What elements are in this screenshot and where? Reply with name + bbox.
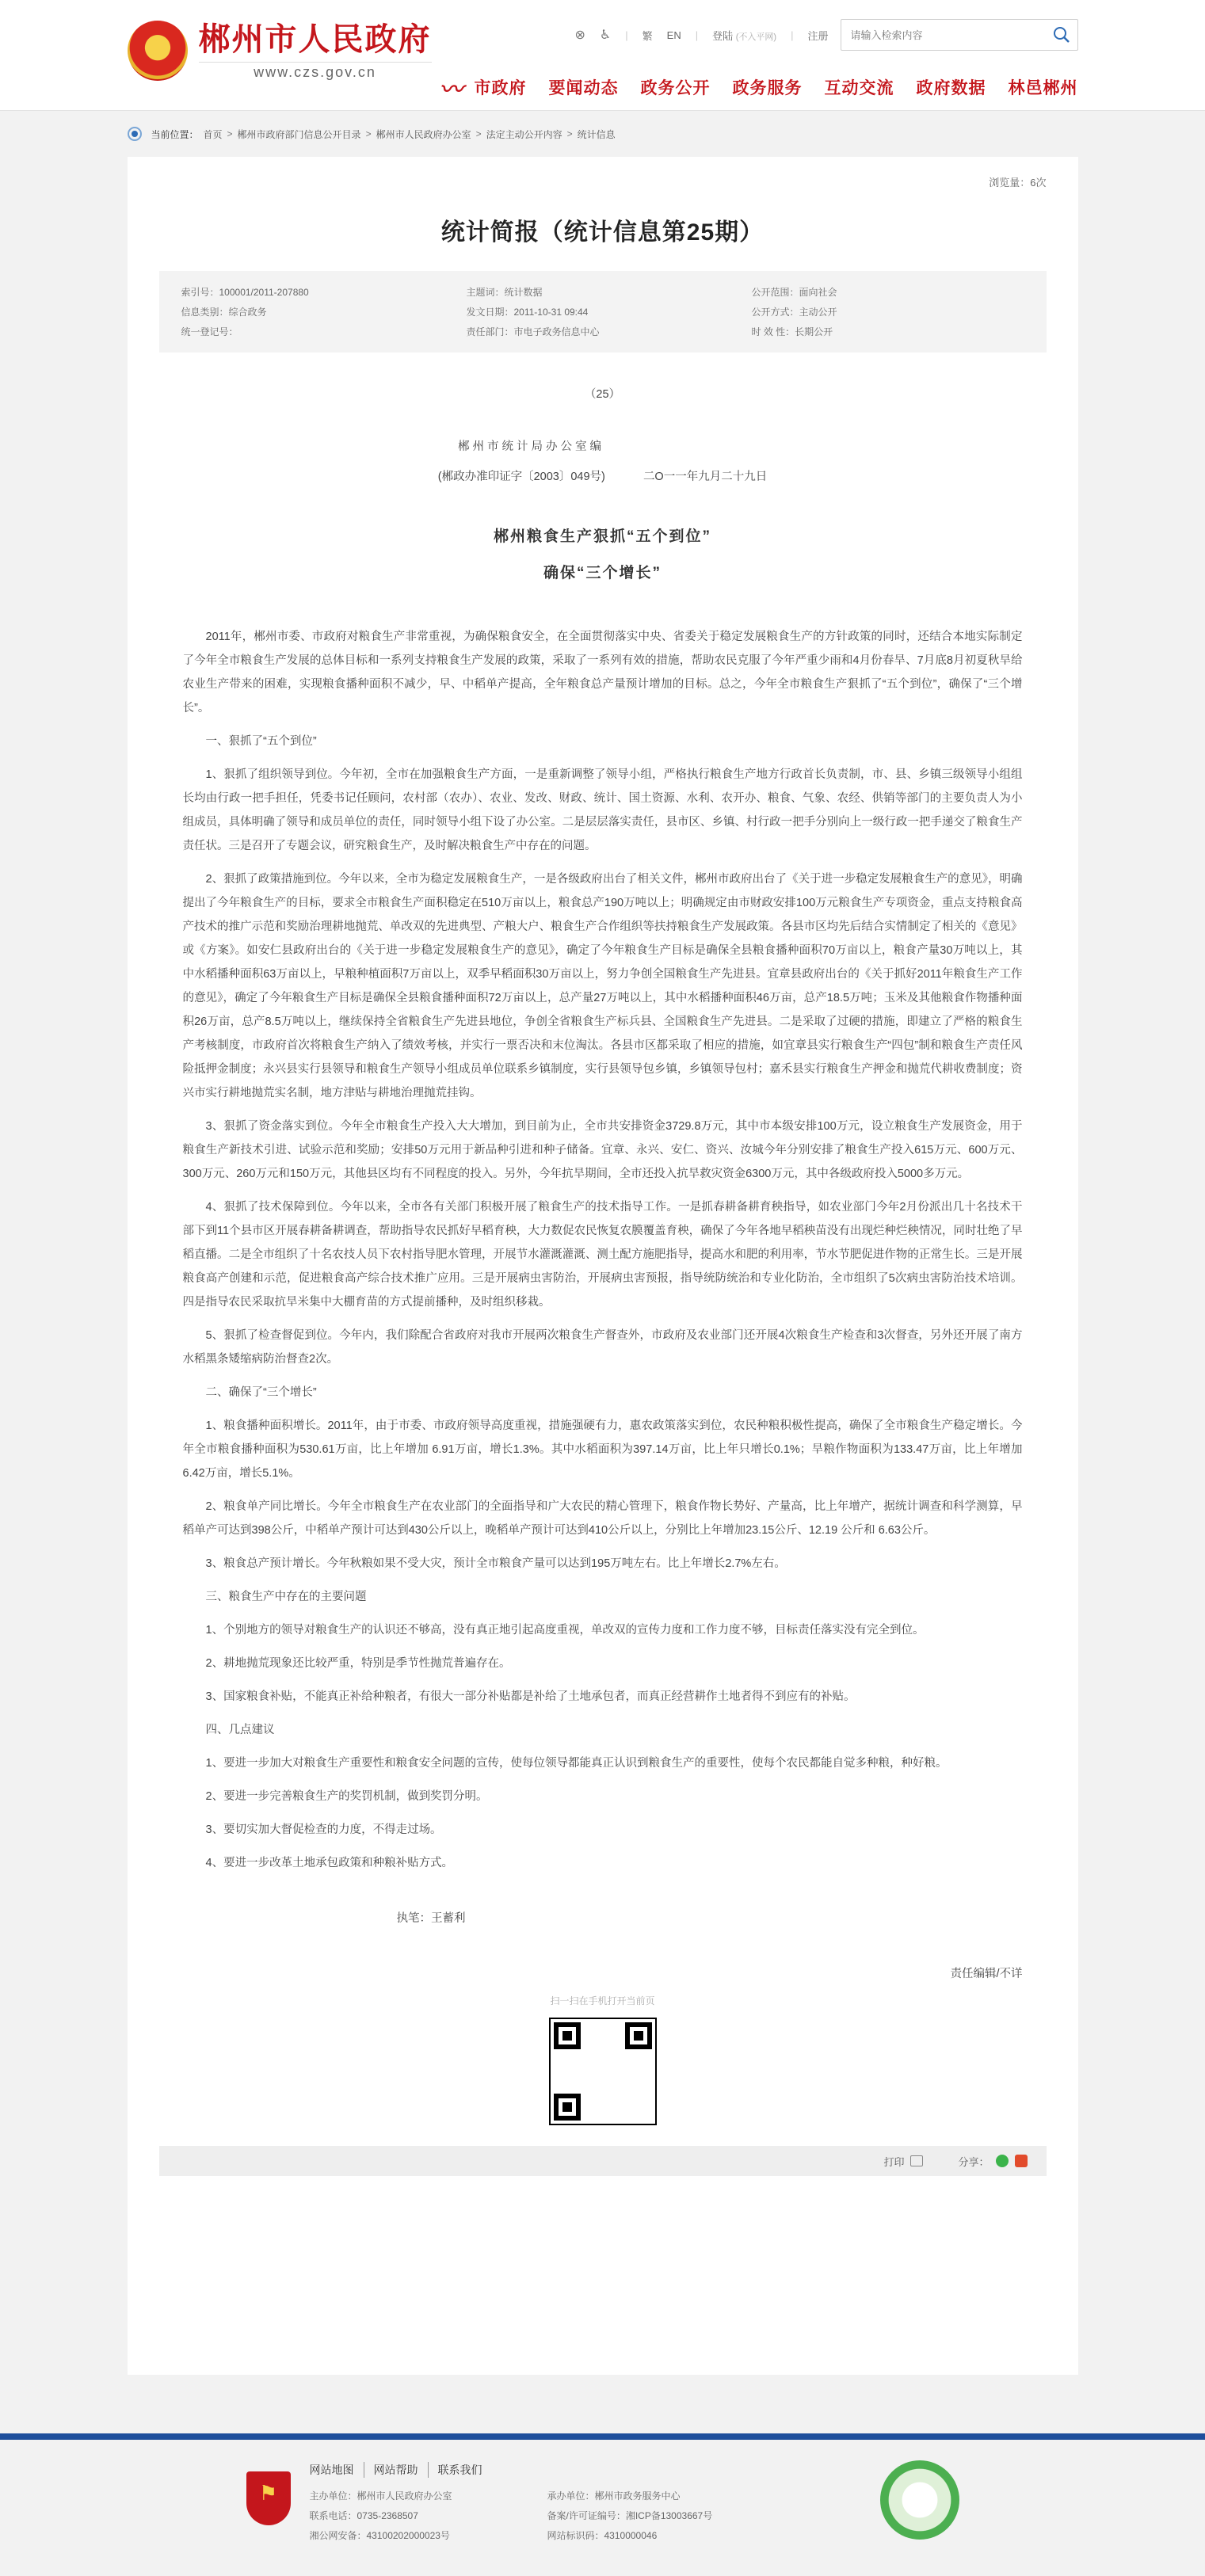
share-label: 分享：: [958, 2155, 990, 2168]
paragraph: 3、狠抓了资金落实到位。今年全市粮食生产投入大大增加，到目前为止，全市共安排资金3729.8万元，其中市本级安排100万元，设立粮食生产发展资金，用于粮食生产新技术引进、试验示范和奖励；安排50万元用于新品种引进和种子储备。宜章、永兴、安仁、资兴、汝城今年分别安排了粮食生产投入615万元、600万元、300万元、260万元和150万元，其他县区均有不同程度的投入。另外，今年抗旱期间，全市还投入抗旱救灾资金6300万元，其中各级政府投入5000多万元。: [182, 1120, 1023, 1180]
register-link[interactable]: 注册: [807, 29, 829, 42]
paragraph: 2、粮食单产同比增长。今年全市粮食生产在农业部门的全面指导和广大农民的精心管理下，粮食作物长势好、产量高，比上年增产，据统计调查和科学测算，早稻单产可达到398公斤，中稻单产预计可达到430公斤以上，晚稻单产预计可达到410公斤以上，分别比上年增加23.15公斤、12.19 公斤和 6.63公斤。: [182, 1500, 1023, 1537]
editor-line: 责任编辑/不详: [950, 1968, 1023, 1980]
breadcrumb-item[interactable]: 郴州市政府部门信息公开目录: [237, 128, 361, 140]
meta-scope: 公开范围：面向社会: [751, 287, 837, 298]
section-heading: 二、确保了“三个增长”: [205, 1386, 317, 1399]
location-icon: [128, 127, 142, 141]
accessibility-icon[interactable]: ⊗: [574, 29, 585, 42]
weibo-share-icon[interactable]: [1015, 2155, 1028, 2167]
article-container: [128, 157, 1078, 2375]
permit-line: [183, 465, 1023, 489]
wechat-share-icon[interactable]: [996, 2155, 1009, 2167]
footer-phone: 联系电话：0735-2368507: [309, 2510, 418, 2521]
nav-item-disclosure[interactable]: 政务公开: [640, 79, 711, 97]
footer-link-help[interactable]: 网站帮助: [364, 2462, 428, 2478]
meta-date: 发文日期：2011-10-31 09:44: [466, 307, 589, 318]
meta-reg-no: 统一登记号：: [181, 326, 238, 337]
qr-code-icon: [549, 2018, 657, 2125]
search-box: [841, 19, 1078, 51]
meta-department: 责任部门：市电子政务信息中心: [466, 326, 600, 337]
site-url: www.czs.gov.cn: [199, 62, 432, 81]
nav-item-government[interactable]: 市政府: [474, 79, 527, 97]
paragraph: 3、要切实加大督促检查的力度，不得走过场。: [205, 1823, 442, 1836]
civilized-site-badge-icon[interactable]: [880, 2460, 959, 2540]
article-body: [159, 383, 1047, 2125]
article-meta-table: [159, 271, 1047, 352]
search-input[interactable]: [841, 20, 1046, 50]
paragraph: 5、狠抓了检查督促到位。今年内，我们除配合省政府对我市开展两次粮食生产督查外，市政府及农业部门还开展4次粮食生产检查和3次督查，另外还开展了南方水稻黑条矮缩病防治督查2次。: [182, 1329, 1023, 1366]
nav-item-news[interactable]: 要闻动态: [548, 79, 619, 97]
footer-operator: 承办单位：郴州市政务服务中心: [547, 2490, 681, 2502]
paragraph: 1、粮食播种面积增长。2011年，由于市委、市政府领导高度重视，措施强硬有力，惠农政策落实到位，农民种粮积极性提高，确保了全市粮食生产稳定增长。今年全市粮食播种面积为530.61万亩，比上年增加 6.91万亩，增长1.3%。其中水稻面积为397.14万亩，比上年只增长0.1%；旱粮作物面积为133.47万亩，比上年增加6.42万亩，增长5.1%。: [182, 1419, 1023, 1480]
section-heading: 一、狠抓了“五个到位”: [205, 735, 317, 748]
section-heading: 三、粮食生产中存在的主要问题: [205, 1591, 367, 1603]
footer-icp[interactable]: 备案/许可证编号：湘ICP备13003667号: [547, 2510, 713, 2521]
breadcrumb: 当前位置： 首页 > 郴州市政府部门信息公开目录 > 郴州市人民政府办公室 > 法定主动公开内容 > 统计信息: [128, 122, 1078, 146]
headline-2: 确保“三个增长”: [543, 565, 662, 581]
party-gov-badge-icon[interactable]: ⚑: [246, 2471, 291, 2525]
divider: |: [695, 29, 699, 41]
meta-category: 信息类别：综合政务: [181, 307, 267, 318]
paragraph: 3、粮食总产预计增长。今年秋粮如果不受大灾，预计全市粮食产量可以达到195万吨左右。比上年增长2.7%左右。: [205, 1557, 786, 1570]
login-link[interactable]: [712, 28, 776, 43]
login-label: 登陆: [712, 29, 734, 42]
meta-validity: 时 效 性：长期公开: [751, 326, 833, 337]
divider: |: [791, 29, 794, 41]
article-title: 统计简报（统计信息第25期）: [440, 219, 765, 246]
nav-item-services[interactable]: 政务服务: [732, 79, 803, 97]
print-icon[interactable]: [910, 2155, 923, 2166]
section-heading: 四、几点建议: [205, 1724, 275, 1736]
paragraph: 2011年，郴州市委、市政府对粮食生产非常重视，为确保粮食安全，在全面贯彻落实中央、省委关于稳定发展粮食生产的方针政策的同时，还结合本地实际制定了今年全市粮食生产发展的总体目标和一系列支持粮食生产发展的政策，采取了一系列有效的措施，帮助农民克服了今年严重少雨和4月份春旱、7月底8月初夏秋旱给农业生产带来的困难，实现粮食播种面积不减少，早、中稻单产提高，全年粮食总产量预计增加的目标。总之，今年全市粮食生产狠抓了“五个到位”，确保了“三个增长”。: [182, 631, 1023, 714]
breadcrumb-item[interactable]: 郴州市人民政府办公室: [376, 128, 471, 140]
issuer-line: 郴州市统计局办公室编: [458, 440, 604, 453]
top-links: [575, 27, 829, 43]
issue-date: 二O一一年九月二十九日: [643, 471, 768, 483]
footer-links: [310, 2462, 492, 2478]
paragraph-list: [183, 625, 1023, 1875]
nav-decoration-icon: 〰: [439, 77, 463, 103]
footer-organizer: 主办单位：郴州市人民政府办公室: [309, 2490, 452, 2502]
breadcrumb-item[interactable]: 首页: [203, 128, 223, 140]
breadcrumb-item[interactable]: 法定主动公开内容: [486, 128, 562, 140]
site-logo[interactable]: [128, 21, 432, 81]
national-emblem-icon: [128, 21, 188, 81]
footer-info: [310, 2489, 785, 2542]
paragraph: 1、个别地方的领导对粮食生产的认识还不够高，没有真正地引起高度重视，单改双的宣传力度和工作力度不够，目标责任落实没有完全到位。: [205, 1624, 925, 1637]
headline-1: 郴州粮食生产狠抓“五个到位”: [493, 528, 711, 545]
article-tools-bar: [159, 2146, 1047, 2176]
main-nav: [440, 70, 1078, 105]
breadcrumb-label: 当前位置：: [151, 128, 199, 140]
breadcrumb-item[interactable]: 统计信息: [577, 128, 616, 140]
footer-police-record[interactable]: 湘公网安备：43100202000023号: [309, 2530, 450, 2541]
footer-link-contact[interactable]: 联系我们: [428, 2462, 492, 2478]
meta-method: 公开方式：主动公开: [751, 307, 837, 318]
footer-link-sitemap[interactable]: 网站地图: [309, 2464, 354, 2476]
elder-mode-icon[interactable]: ♿: [599, 29, 612, 42]
site-name: 郴州市人民政府: [198, 22, 432, 57]
site-footer: [0, 2433, 1205, 2576]
author-line: 执笔：王蓄利: [396, 1912, 466, 1925]
search-icon: [1053, 26, 1070, 44]
login-note: (不入平网): [735, 32, 777, 42]
divider: |: [625, 29, 628, 41]
qr-section: [183, 1989, 1023, 2125]
qr-caption: 扫一扫在手机打开当前页: [550, 1995, 655, 2006]
search-button[interactable]: [1046, 20, 1077, 50]
english-link[interactable]: EN: [666, 29, 681, 41]
paragraph: 2、要进一步完善粮食生产的奖罚机制，做到奖罚分明。: [205, 1790, 488, 1803]
footer-site-id: 网站标识码：4310000046: [547, 2530, 658, 2541]
permit-number: (郴政办准印证字〔2003〕049号): [437, 471, 605, 483]
paragraph: 2、狠抓了政策措施到位。今年以来，全市为稳定发展粮食生产，一是各级政府出台了相关文件，郴州市政府出台了《关于进一步稳定发展粮食生产的意见》，明确提出了今年粮食生产的目标，要求全市粮食生产面积稳定在510万亩以上，粮食总产190万吨以上；明确规定由市财政安排100万元粮食生产专项资金，重点支持粮食高产技术的推广示范和奖励治理耕地抛荒、单改双的先进典型、产粮大户、粮食生产合作组织等扶持粮食生产发展政策。各县市区均先后结合实情制定了相关的《意见》或《方案》。如安仁县政府出台的《关于进一步稳定发展粮食生产的意见》，确定了今年粮食生产目标是确保全县粮食播种面积70万亩以上，粮食产量30万吨以上，其中水稻播种面积63万亩以上，早粮种植面积7万亩以上，双季早稻面积30万亩以上，努力争创全国粮食生产先进县。宜章县政府出台的《关于抓好2011年粮食生产工作的意见》，确定了今年粮食生产目标是确保全县粮食播种面积72万亩以上，总产量27万吨以上，其中水稻播种面积46万亩，总产18.5万吨；玉米及其他粮食作物播种面积26万亩，总产8.5万吨以上，继续保持全省粮食生产先进县地位，争创全省粮食生产标兵县、全国粮食生产先进县。二是采取了过硬的措施，即建立了严格的粮食生产考核制度，市政府首次将粮食生产纳入了绩效考核，并实行一票否决和末位淘汰。各县市区都采取了相应的措施，如宜章县实行粮食生产“四包”制和粮食生产责任风险抵押金制度；永兴县实行县领导和粮食生产领导小组成员单位联系乡镇制度，实行县领导包乡镇，乡镇领导包村；嘉禾县实行粮食生产押金和抛荒代耕收费制度；资兴市实行耕地抛荒实名制，地方津贴与耕地治理抛荒挂钩。: [182, 873, 1023, 1099]
paragraph: 4、狠抓了技术保障到位。今年以来，全市各有关部门积极开展了粮食生产的技术指导工作。一是抓春耕备耕育秧指导，如农业部门今年2月份派出几十名技术干部下到11个县市区开展春耕备耕调查，帮助指导农民抓好早稻育秧，大力数促农民恢复农膜覆盖育秧，确保了今年各地早稻秧苗没有出现烂种烂秧情况，同时壮绝了早稻直播。二是全市组织了十名农技人员下农村指导肥水管理，开展节水灌溉灌溉、测土配方施肥指导，提高水和肥的利用率，节水节肥促进作物的正常生长。三是开展粮食高产创建和示范，促进粮食高产综合技术推广应用。三是开展病虫害防治，开展病虫害预报，指导统防统治和专业化防治，全市组织了5次病虫害防治技术培训。四是指导农民采取抗旱米集中大棚育苗的方式提前播种，及时组织移栽。: [182, 1201, 1023, 1309]
site-header: [0, 0, 1205, 111]
print-link[interactable]: 打印: [883, 2155, 905, 2168]
paragraph: 2、耕地抛荒现象还比较严重，特别是季节性抛荒普遍存在。: [205, 1657, 511, 1670]
paragraph: 1、要进一步加大对粮食生产重要性和粮食安全问题的宣传，使每位领导都能真正认识到粮食生产的重要性，使每个农民都能自觉多种粮，种好粮。: [205, 1757, 948, 1770]
nav-item-data[interactable]: 政府数据: [916, 79, 986, 97]
view-count: 浏览量：6次: [989, 177, 1047, 189]
nav-item-linyi-chenzhou[interactable]: 林邑郴州: [1008, 79, 1078, 97]
paragraph: 1、狠抓了组织领导到位。今年初，全市在加强粮食生产方面，一是重新调整了领导小组，严格执行粮食生产地方行政首长负责制，市、县、乡镇三级领导小组组长均由行政一把手担任，凭委书记任顾问，农村部（农办）、农业、发改、财政、统计、国土资源、水利、农开办、粮食、气象、农经、供销等部门的主要负责人为小组成员，具体明确了领导和成员单位的责任，同时领导小组下设了办公室。二是层层落实责任，县市区、乡镇、村行政一把手分别向上一级行政一把手递交了粮食生产责任状。三是召开了专题会议，研究粮食生产，及时解决粮食生产中存在的问题。: [182, 768, 1023, 852]
paragraph: 3、国家粮食补贴，不能真正补给种粮者，有很大一部分补贴都是补给了土地承包者，而真正经营耕作土地者得不到应有的补贴。: [205, 1690, 856, 1703]
nav-item-interaction[interactable]: 互动交流: [824, 79, 894, 97]
paragraph: 4、要进一步改革土地承包政策和种粮补贴方式。: [205, 1857, 454, 1869]
meta-index: 索引号：100001/2011-207880: [181, 287, 309, 298]
meta-topic: 主题词：统计数据: [466, 287, 543, 298]
traditional-chinese-link[interactable]: 繁: [642, 29, 653, 42]
issue-number: （25）: [584, 388, 621, 401]
